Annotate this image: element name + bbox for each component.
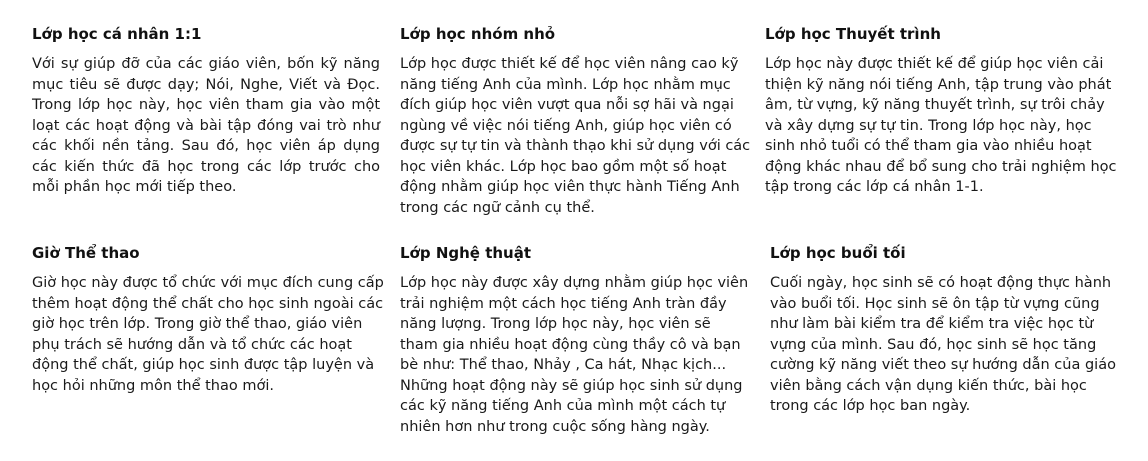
class-description: Giờ học này được tổ chức với mục đích cung cấp thêm hoạt động thể chất cho học sinh ngoài các giờ học trên lớp. Trong giờ thể thao, giáo viên phụ trách sẽ hướng dẫn và tổ chức các hoạt động thể chất, giúp học sinh được tập luyện và học hỏi những môn thể thao mới. <box>32 275 384 394</box>
class-title: Lớp học Thuyết trình <box>765 25 941 43</box>
class-description: Lớp học này được xây dựng nhằm giúp học viên trải nghiệm một cách học tiếng Anh tràn đầy năng lượng. Trong lớp học này, học viên sẽ tham gia nhiều hoạt động cùng thầy cô và bạn bè như: Thể thao, Nhảy , Ca hát, Nhạc kịch... Những hoạt động này sẽ giúp học sinh sử dụng các kỹ năng tiếng Anh của mình một cách tự nhiên hơn như trong cuộc sống hàng ngày. <box>400 275 749 435</box>
class-description: Lớp học này được thiết kế để giúp học viên cải thiện kỹ năng nói tiếng Anh, tập trung vào phát âm, từ vựng, kỹ năng thuyết trình, sự trôi chảy và xây dựng sự tự tin. Trong lớp học này, học sinh nhỏ tuổi có thể tham gia vào nhiều hoạt động khác nhau để bổ sung cho trải nghiệm học tập trong các lớp cá nhân 1-1. <box>765 56 1117 195</box>
class-description: Với sự giúp đỡ của các giáo viên, bốn kỹ năng mục tiêu sẽ được dạy; Nói, Nghe, Viết và Đọc. Trong lớp học này, học viên tham gia vào một loạt các hoạt động và bài tập đóng vai trò như các khối nền tảng. Sau đó, học viên áp dụng các kiến thức đã học trong các lớp trước cho mỗi phần học mới tiếp theo. <box>32 56 380 195</box>
class-card-presentation <box>765 24 1117 198</box>
class-card-evening <box>770 243 1120 417</box>
class-title: Lớp Nghệ thuật <box>400 244 532 262</box>
class-title: Lớp học cá nhân 1:1 <box>32 25 202 43</box>
class-card-small-group <box>400 24 752 218</box>
class-title: Lớp học buổi tối <box>770 244 906 262</box>
class-description: Cuối ngày, học sinh sẽ có hoạt động thực hành vào buổi tối. Học sinh sẽ ôn tập từ vựng cũng như làm bài kiểm tra để kiểm tra việc học từ vựng của mình. Sau đó, học sinh sẽ học tăng cường kỹ năng viết theo sự hướng dẫn của giáo viên bằng cách vận dụng kiến thức, bài học trong các lớp học ban ngày. <box>770 275 1116 414</box>
class-title: Giờ Thể thao <box>32 244 140 262</box>
class-title: Lớp học nhóm nhỏ <box>400 25 556 43</box>
class-card-individual <box>32 24 380 198</box>
class-description: Lớp học được thiết kế để học viên nâng cao kỹ năng tiếng Anh của mình. Lớp học nhằm mục đích giúp học viên vượt qua nỗi sợ hãi và ngại ngùng về việc nói tiếng Anh, giúp học viên có được sự tự tin và thành thạo khi sử dụng với các học viên khác. Lớp học bao gồm một số hoạt động nhằm giúp học viên thực hành Tiếng Anh trong các ngữ cảnh cụ thể. <box>400 56 751 216</box>
class-card-arts <box>400 243 752 437</box>
class-card-sports <box>32 243 386 396</box>
